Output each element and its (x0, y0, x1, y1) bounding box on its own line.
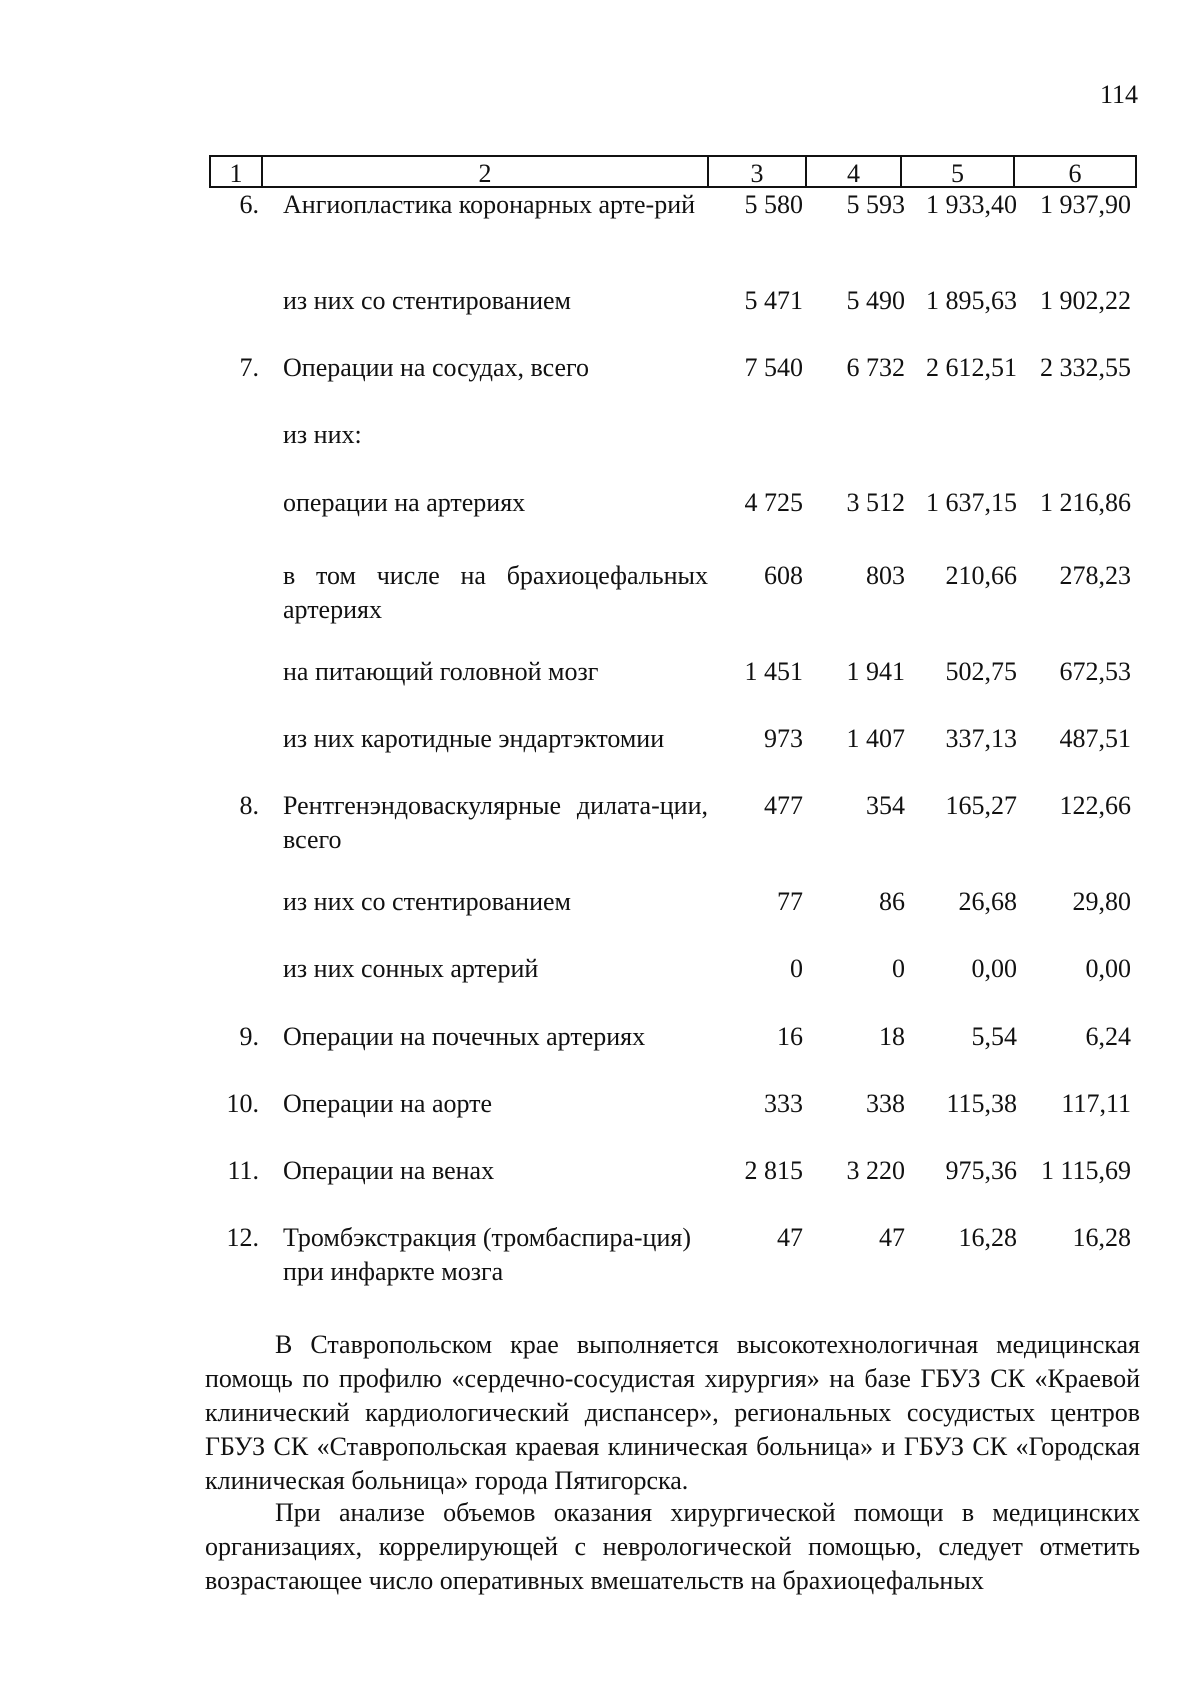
cell-col6: 2 332,55 (1040, 353, 1131, 382)
column-header-2: 2 (263, 157, 709, 186)
cell-col3: 608 (764, 561, 803, 590)
cell-col5: 210,66 (945, 561, 1017, 590)
row-number: 11. (227, 1156, 259, 1185)
cell-col3: 973 (764, 724, 803, 753)
table-column-header (209, 155, 1137, 188)
cell-col5: 0,00 (971, 954, 1017, 983)
cell-col3: 2 815 (744, 1156, 803, 1185)
row-label: из них со стентированием (283, 286, 571, 315)
cell-col6: 1 115,69 (1040, 1156, 1131, 1185)
cell-col4: 5 490 (846, 286, 905, 315)
cell-col4: 3 512 (846, 488, 905, 517)
row-label: из них: (283, 420, 362, 449)
column-header-4: 4 (807, 157, 902, 186)
row-number: 10. (226, 1089, 259, 1118)
cell-col4: 47 (879, 1223, 905, 1252)
cell-col6: 122,66 (1059, 791, 1131, 820)
cell-col6: 117,11 (1061, 1089, 1131, 1118)
cell-col6: 6,24 (1085, 1022, 1131, 1051)
cell-col5: 1 637,15 (926, 488, 1017, 517)
cell-col3: 16 (777, 1022, 803, 1051)
cell-col4: 338 (866, 1089, 905, 1118)
row-number: 9. (239, 1022, 259, 1051)
cell-col6: 0,00 (1085, 954, 1131, 983)
cell-col6: 487,51 (1059, 724, 1131, 753)
row-number: 7. (239, 353, 259, 382)
cell-col3: 77 (777, 887, 803, 916)
column-header-5: 5 (902, 157, 1015, 186)
body-paragraph: В Ставропольском крае выполняется высокотехнологичная медицинская помощь по профилю «сердечно-сосудистая хирургия» на базе ГБУЗ СК «Краевой клинический кардиологический диспансер», региональных сосудистых центров ГБУЗ СК «Ставропольская краевая клиническая больница» и ГБУЗ СК «Городская клиническая больница» города Пятигорска. (205, 1330, 1140, 1495)
cell-col5: 165,27 (945, 791, 1017, 820)
cell-col4: 86 (879, 887, 905, 916)
cell-col6: 672,53 (1059, 657, 1131, 686)
cell-col6: 29,80 (1072, 887, 1131, 916)
row-label: Ангиопластика коронарных арте-рий (283, 190, 696, 219)
row-label: Рентгенэндоваскулярные дилата-ции, всего (283, 791, 708, 854)
row-label: Операции на аорте (283, 1089, 493, 1118)
cell-col5: 5,54 (971, 1022, 1017, 1051)
cell-col6: 1 937,90 (1040, 190, 1131, 219)
cell-col4: 18 (879, 1022, 905, 1051)
row-label: из них сонных артерий (283, 954, 539, 983)
row-number: 8. (239, 791, 259, 820)
cell-col5: 115,38 (946, 1089, 1017, 1118)
row-label: Операции на почечных артериях (283, 1022, 646, 1051)
column-header-6: 6 (1068, 159, 1082, 188)
cell-col4: 1 407 (846, 724, 905, 753)
row-label: Операции на сосудах, всего (283, 353, 590, 382)
cell-col5: 1 895,63 (926, 286, 1017, 315)
cell-col6: 1 902,22 (1040, 286, 1131, 315)
cell-col5: 975,36 (945, 1156, 1017, 1185)
cell-col5: 502,75 (945, 657, 1017, 686)
page-number: 114 (1100, 80, 1139, 109)
row-label: операции на артериях (283, 488, 526, 517)
row-label: из них со стентированием (283, 887, 571, 916)
column-header-3: 3 (709, 157, 807, 186)
cell-col6: 16,28 (1072, 1223, 1131, 1252)
cell-col4: 3 220 (846, 1156, 905, 1185)
cell-col3: 7 540 (744, 353, 803, 382)
cell-col3: 1 451 (744, 657, 803, 686)
cell-col3: 5 471 (744, 286, 803, 315)
row-label: Операции на венах (283, 1156, 495, 1185)
cell-col5: 26,68 (958, 887, 1017, 916)
cell-col5: 16,28 (958, 1223, 1017, 1252)
row-label: в том числе на брахиоцефальных артериях (283, 561, 708, 624)
cell-col4: 5 593 (846, 190, 905, 219)
cell-col3: 0 (790, 954, 803, 983)
cell-col6: 1 216,86 (1040, 488, 1131, 517)
cell-col3: 4 725 (744, 488, 803, 517)
cell-col5: 337,13 (945, 724, 1017, 753)
cell-col4: 803 (866, 561, 905, 590)
cell-col4: 354 (866, 791, 905, 820)
column-header-1: 1 (211, 157, 263, 186)
row-label: из них каротидные эндартэктомии (283, 724, 665, 753)
cell-col3: 333 (764, 1089, 803, 1118)
row-label: Тромбэкстракция (тромбаспира-ция) при инфаркте мозга (283, 1223, 691, 1286)
row-label: на питающий головной мозг (283, 657, 599, 686)
cell-col4: 1 941 (846, 657, 905, 686)
cell-col4: 0 (892, 954, 905, 983)
row-number: 6. (239, 190, 259, 219)
cell-col3: 47 (777, 1223, 803, 1252)
body-paragraph: При анализе объемов оказания хирургической помощи в медицинских организациях, коррелирующей с неврологической помощью, следует отметить возрастающее число оперативных вмешательств на брахиоцефальных (205, 1498, 1140, 1595)
cell-col5: 1 933,40 (926, 190, 1017, 219)
cell-col3: 5 580 (744, 190, 803, 219)
cell-col3: 477 (764, 791, 803, 820)
cell-col6: 278,23 (1059, 561, 1131, 590)
cell-col4: 6 732 (846, 353, 905, 382)
cell-col5: 2 612,51 (926, 353, 1017, 382)
row-number: 12. (226, 1223, 259, 1252)
